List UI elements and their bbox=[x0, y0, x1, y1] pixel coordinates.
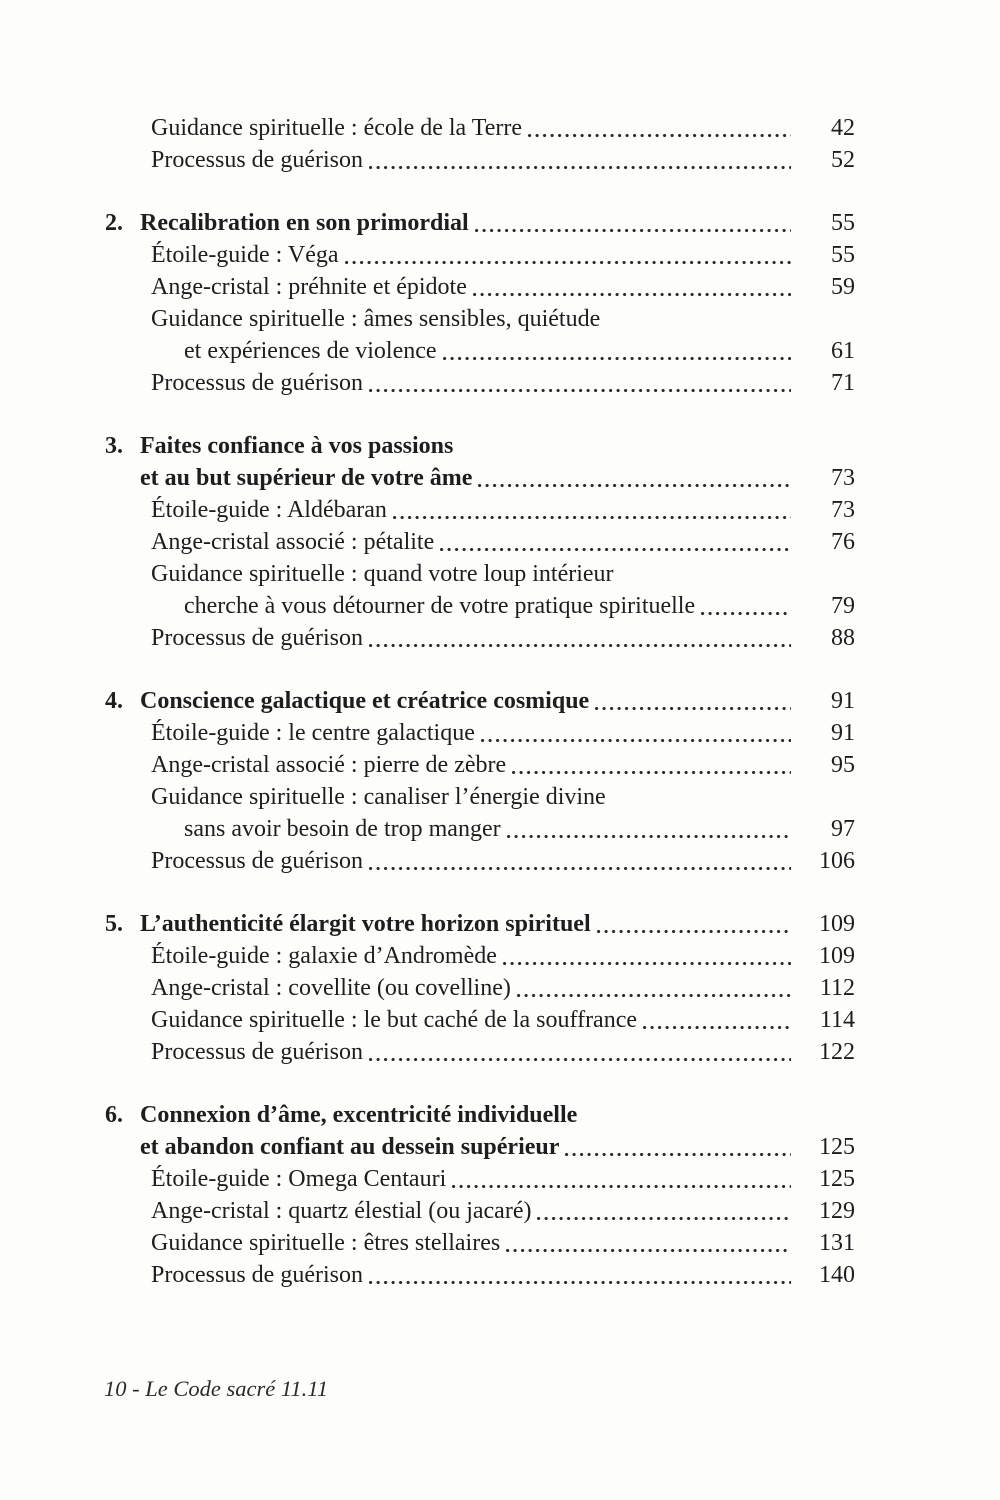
dot-leader bbox=[503, 960, 791, 967]
page-number: 131 bbox=[819, 1230, 855, 1256]
dot-leader bbox=[473, 291, 791, 298]
page-number: 55 bbox=[831, 210, 855, 236]
toc-entry-text: Processus de guérison bbox=[151, 370, 363, 396]
dot-leader bbox=[478, 482, 791, 489]
toc-sub-row bbox=[105, 1036, 855, 1068]
toc-entry-text: Ange-cristal associé : pétalite bbox=[151, 529, 435, 555]
toc-entry-text: cherche à vous détourner de votre pratique spirituelle bbox=[184, 593, 696, 619]
toc-entry-text: et au but supérieur de votre âme bbox=[140, 465, 473, 491]
page-number: 95 bbox=[831, 752, 855, 778]
chapter-number: 5. bbox=[105, 911, 123, 937]
page-number: 109 bbox=[819, 911, 855, 937]
toc-sub-row bbox=[105, 367, 855, 399]
dot-leader bbox=[701, 610, 791, 617]
page-number: 114 bbox=[819, 1007, 855, 1033]
page-number: 59 bbox=[831, 274, 855, 300]
toc-sub-row bbox=[105, 526, 855, 558]
toc-entry-text: Processus de guérison bbox=[151, 147, 363, 173]
chapter-number: 3. bbox=[105, 433, 123, 459]
dot-leader bbox=[643, 1024, 791, 1031]
toc-entry-text: et expériences de violence bbox=[184, 338, 437, 364]
toc-entry-text: Recalibration en son primordial bbox=[140, 210, 469, 236]
toc-sub-row bbox=[105, 845, 855, 877]
toc-sub-continuation-row bbox=[105, 335, 855, 367]
toc-sub-row bbox=[105, 494, 855, 526]
table-of-contents bbox=[105, 112, 855, 1291]
toc-entry-text: Étoile-guide : Véga bbox=[151, 242, 339, 268]
toc-sub-row bbox=[105, 622, 855, 654]
dot-leader bbox=[481, 737, 791, 744]
page-number: 112 bbox=[819, 975, 855, 1001]
page-number: 55 bbox=[831, 242, 855, 268]
dot-leader bbox=[475, 227, 791, 234]
toc-sub-row bbox=[105, 239, 855, 271]
toc-sub-row bbox=[105, 940, 855, 972]
toc-entry-text: L’authenticité élargit votre horizon spirituel bbox=[140, 911, 591, 937]
page-number: 88 bbox=[831, 625, 855, 651]
toc-sub-row bbox=[105, 1227, 855, 1259]
toc-entry-text: et abandon confiant au dessein supérieur bbox=[140, 1134, 560, 1160]
toc-entry-text: sans avoir besoin de trop manger bbox=[184, 816, 501, 842]
page-number: 71 bbox=[831, 370, 855, 396]
toc-entry-text: Ange-cristal : préhnite et épidote bbox=[151, 274, 467, 300]
toc-entry-text: Processus de guérison bbox=[151, 625, 363, 651]
page-number: 91 bbox=[831, 720, 855, 746]
toc-chapter-continuation-row bbox=[105, 1131, 855, 1163]
toc-sub-row bbox=[105, 972, 855, 1004]
toc-sub-continuation-row bbox=[105, 590, 855, 622]
page-number: 109 bbox=[819, 943, 855, 969]
toc-chapter-continuation-row bbox=[105, 462, 855, 494]
toc-entry-text: Ange-cristal associé : pierre de zèbre bbox=[151, 752, 507, 778]
toc-entry-text: Processus de guérison bbox=[151, 1262, 363, 1288]
toc-sub-row bbox=[105, 1004, 855, 1036]
toc-sub-row bbox=[105, 717, 855, 749]
dot-leader bbox=[517, 992, 791, 999]
dot-leader bbox=[393, 514, 791, 521]
toc-sub-row bbox=[105, 1163, 855, 1195]
page-number: 97 bbox=[831, 816, 855, 842]
page-number: 106 bbox=[819, 848, 855, 874]
dot-leader bbox=[369, 1279, 791, 1286]
page-number: 42 bbox=[831, 115, 855, 141]
dot-leader bbox=[506, 1247, 791, 1254]
dot-leader bbox=[512, 769, 791, 776]
toc-chapter-row bbox=[105, 685, 855, 717]
dot-leader bbox=[440, 546, 791, 553]
toc-entry-text: Connexion d’âme, excentricité individuelle bbox=[140, 1102, 578, 1128]
dot-leader bbox=[452, 1183, 791, 1190]
page-number: 129 bbox=[819, 1198, 855, 1224]
toc-entry-text: Guidance spirituelle : êtres stellaires bbox=[151, 1230, 501, 1256]
toc-sub-row bbox=[105, 558, 855, 590]
dot-leader bbox=[597, 928, 791, 935]
toc-sub-row bbox=[105, 1259, 855, 1291]
dot-leader bbox=[369, 865, 791, 872]
page-number: 76 bbox=[831, 529, 855, 555]
dot-leader bbox=[369, 387, 791, 394]
toc-sub-row bbox=[105, 749, 855, 781]
page-number: 125 bbox=[819, 1134, 855, 1160]
dot-leader bbox=[369, 164, 791, 171]
toc-sub-row bbox=[105, 781, 855, 813]
toc-sub-continuation-row bbox=[105, 813, 855, 845]
dot-leader bbox=[369, 642, 791, 649]
toc-entry-text: Étoile-guide : galaxie d’Andromède bbox=[151, 943, 497, 969]
chapter-number: 4. bbox=[105, 688, 123, 714]
toc-entry-text: Guidance spirituelle : école de la Terre bbox=[151, 115, 523, 141]
toc-chapter-row bbox=[105, 908, 855, 940]
toc-sub-row bbox=[105, 144, 855, 176]
toc-chapter-row bbox=[105, 430, 855, 462]
dot-leader bbox=[369, 1056, 791, 1063]
toc-chapter-row bbox=[105, 207, 855, 239]
page-number: 91 bbox=[831, 688, 855, 714]
dot-leader bbox=[507, 833, 791, 840]
page-number: 125 bbox=[819, 1166, 855, 1192]
page-footer bbox=[104, 1374, 328, 1404]
dot-leader bbox=[443, 355, 791, 362]
page-number: 140 bbox=[819, 1262, 855, 1288]
toc-entry-text: Étoile-guide : Omega Centauri bbox=[151, 1166, 447, 1192]
footer-text: 10 - Le Code sacré 11.11 bbox=[104, 1376, 329, 1401]
toc-sub-row bbox=[105, 1195, 855, 1227]
page-number: 52 bbox=[831, 147, 855, 173]
toc-entry-text: Étoile-guide : Aldébaran bbox=[151, 497, 387, 523]
toc-entry-text: Processus de guérison bbox=[151, 848, 363, 874]
toc-entry-text: Ange-cristal : quartz élestial (ou jacaré) bbox=[151, 1198, 532, 1224]
toc-entry-text: Guidance spirituelle : quand votre loup intérieur bbox=[151, 561, 614, 587]
dot-leader bbox=[565, 1151, 791, 1158]
page-number: 73 bbox=[831, 465, 855, 491]
toc-entry-text: Guidance spirituelle : âmes sensibles, quiétude bbox=[151, 306, 601, 332]
toc-chapter-row bbox=[105, 1099, 855, 1131]
toc-entry-text: Processus de guérison bbox=[151, 1039, 363, 1065]
page-number: 122 bbox=[819, 1039, 855, 1065]
toc-entry-text: Guidance spirituelle : le but caché de la souffrance bbox=[151, 1007, 638, 1033]
dot-leader bbox=[528, 132, 791, 139]
toc-sub-row bbox=[105, 271, 855, 303]
toc-sub-row bbox=[105, 303, 855, 335]
toc-entry-text: Étoile-guide : le centre galactique bbox=[151, 720, 475, 746]
dot-leader bbox=[537, 1215, 791, 1222]
page-number: 79 bbox=[831, 593, 855, 619]
page-number: 73 bbox=[831, 497, 855, 523]
dot-leader bbox=[345, 259, 792, 266]
page-number: 61 bbox=[831, 338, 855, 364]
dot-leader bbox=[595, 705, 791, 712]
toc-sub-row bbox=[105, 112, 855, 144]
toc-entry-text: Conscience galactique et créatrice cosmique bbox=[140, 688, 590, 714]
toc-entry-text: Faites confiance à vos passions bbox=[140, 433, 454, 459]
chapter-number: 2. bbox=[105, 210, 123, 236]
chapter-number: 6. bbox=[105, 1102, 123, 1128]
toc-entry-text: Ange-cristal : covellite (ou covelline) bbox=[151, 975, 511, 1001]
toc-entry-text: Guidance spirituelle : canaliser l’énergie divine bbox=[151, 784, 606, 810]
